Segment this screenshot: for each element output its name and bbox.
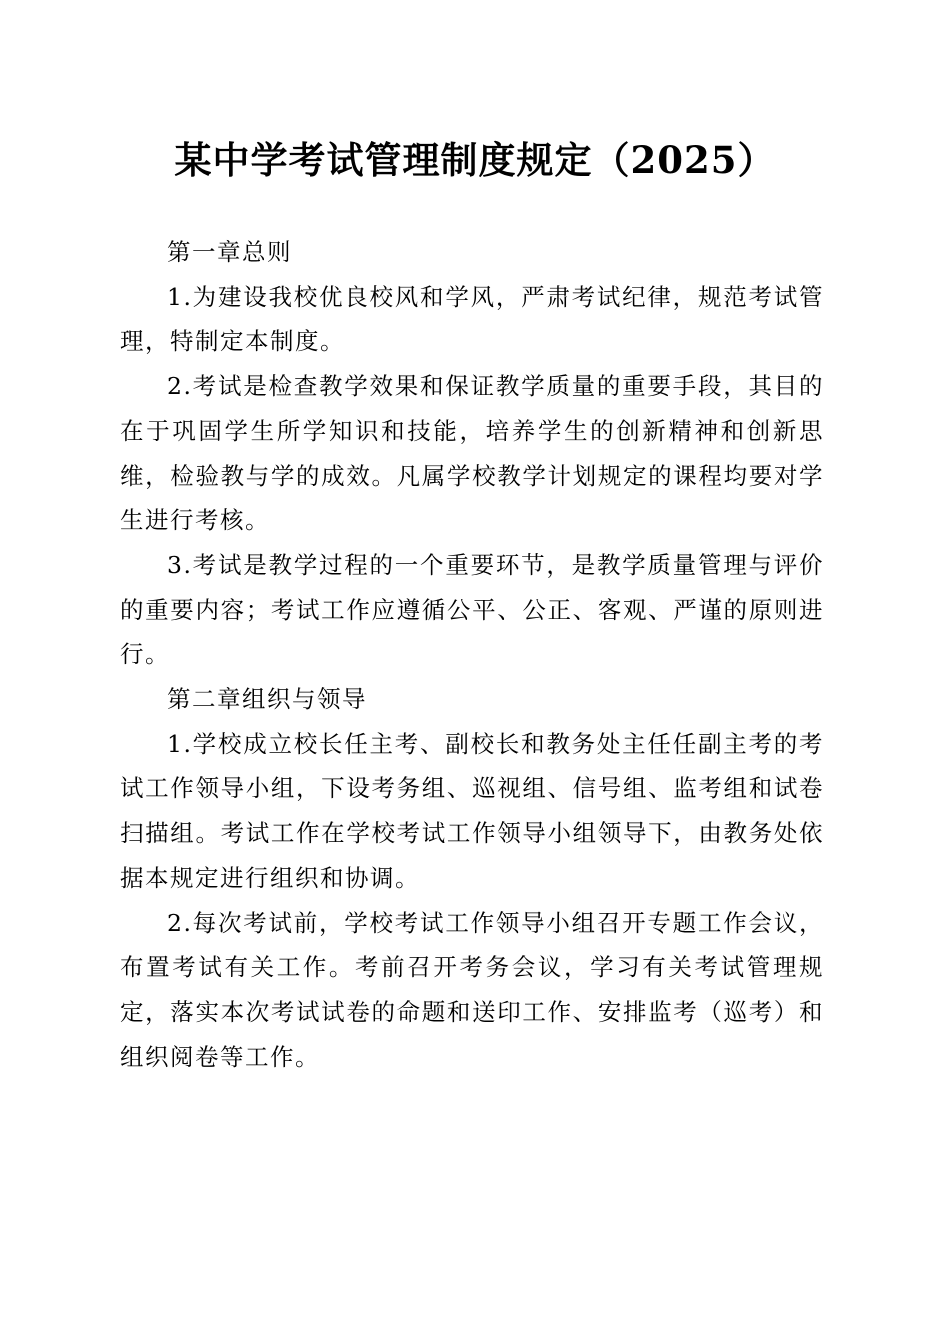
paragraph: 2.考试是检查教学效果和保证教学质量的重要手段，其目的在于巩固学生所学知识和技能，培养学生的创新精神和创新思维，检验教与学的成效。凡属学校教学计划规定的课程均要对学生进行考核。 [120,372,824,535]
document-title: 某中学考试管理制度规定（2025） [174,138,776,182]
paragraph: 2.每次考试前，学校考试工作领导小组召开专题工作会议，布置考试有关工作。考前召开考务会议，学习有关考试管理规定，落实本次考试试卷的命题和送印工作、安排监考（巡考）和组织阅卷等工作。 [120,908,824,1071]
chapter-heading-organization: 第二章组织与领导 [167,685,367,714]
document-body [120,230,824,1079]
paragraph: 3.考试是教学过程的一个重要环节，是教学质量管理与评价的重要内容；考试工作应遵循公平、公正、客观、严谨的原则进行。 [120,550,824,669]
paragraph: 1.为建设我校优良校风和学风，严肃考试纪律，规范考试管理，特制定本制度。 [120,282,824,356]
paragraph: 1.学校成立校长任主考、副校长和教务处主任任副主考的考试工作领导小组，下设考务组、巡视组、信号组、监考组和试卷扫描组。考试工作在学校考试工作领导小组领导下，由教务处依据本规定进行组织和协调。 [120,729,824,892]
chapter-heading-general: 第一章总则 [167,238,292,266]
